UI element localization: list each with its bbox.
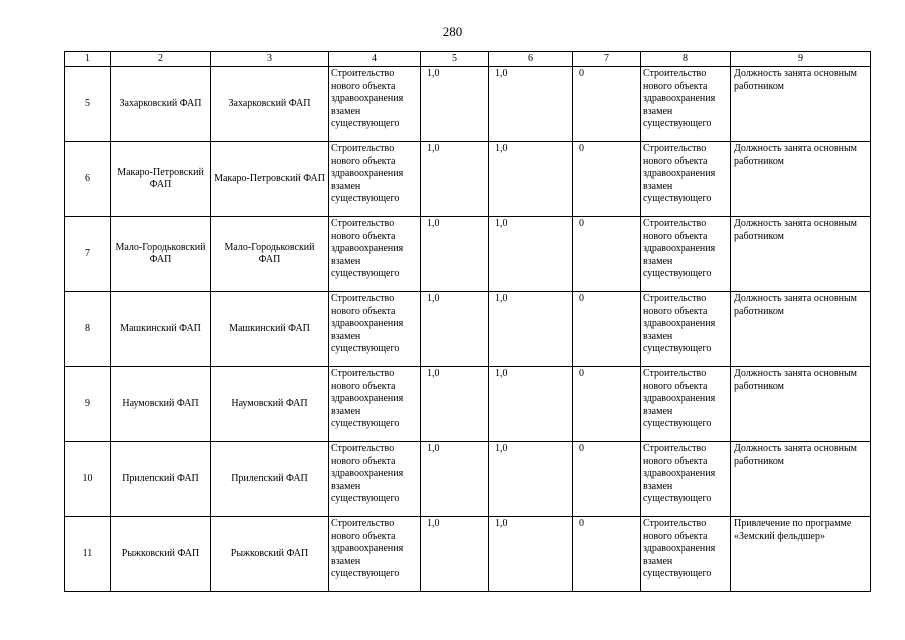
column-header: 9 [731, 52, 871, 67]
table-row [65, 442, 871, 517]
value-col6-cell: 1,0 [489, 292, 573, 367]
plan-cell: Строительство нового объекта здравоохранения взамен существующего [641, 442, 731, 517]
value-col7-cell: 0 [573, 517, 641, 592]
action-cell: Строительство нового объекта здравоохранения взамен существующего [329, 367, 421, 442]
row-number-cell: 5 [65, 67, 111, 142]
value-col7-cell: 0 [573, 142, 641, 217]
fap-name-cell: Рыжковский ФАП [111, 517, 211, 592]
column-header: 7 [573, 52, 641, 67]
facility-cell: Захарковский ФАП [211, 67, 329, 142]
row-number-cell: 10 [65, 442, 111, 517]
value-col5-cell: 1,0 [421, 217, 489, 292]
staffing-cell: Должность занята основным работником [731, 67, 871, 142]
fap-name-cell: Макаро-Петровский ФАП [111, 142, 211, 217]
table-body [65, 52, 871, 592]
table-row [65, 67, 871, 142]
table-row [65, 142, 871, 217]
plan-cell: Строительство нового объекта здравоохранения взамен существующего [641, 367, 731, 442]
action-cell: Строительство нового объекта здравоохранения взамен существующего [329, 67, 421, 142]
staffing-cell: Должность занята основным работником [731, 442, 871, 517]
facility-cell: Машкинский ФАП [211, 292, 329, 367]
facility-cell: Рыжковский ФАП [211, 517, 329, 592]
row-number-cell: 11 [65, 517, 111, 592]
action-cell: Строительство нового объекта здравоохранения взамен существующего [329, 442, 421, 517]
facility-cell: Прилепский ФАП [211, 442, 329, 517]
column-header: 8 [641, 52, 731, 67]
value-col7-cell: 0 [573, 367, 641, 442]
staffing-cell: Должность занята основным работником [731, 292, 871, 367]
value-col7-cell: 0 [573, 67, 641, 142]
column-header: 3 [211, 52, 329, 67]
value-col5-cell: 1,0 [421, 442, 489, 517]
value-col6-cell: 1,0 [489, 367, 573, 442]
column-header: 6 [489, 52, 573, 67]
value-col5-cell: 1,0 [421, 67, 489, 142]
action-cell: Строительство нового объекта здравоохранения взамен существующего [329, 292, 421, 367]
action-cell: Строительство нового объекта здравоохранения взамен существующего [329, 217, 421, 292]
staffing-cell: Должность занята основным работником [731, 142, 871, 217]
fap-name-cell: Прилепский ФАП [111, 442, 211, 517]
action-cell: Строительство нового объекта здравоохранения взамен существующего [329, 142, 421, 217]
facility-cell: Макаро-Петровский ФАП [211, 142, 329, 217]
fap-name-cell: Наумовский ФАП [111, 367, 211, 442]
facility-cell: Наумовский ФАП [211, 367, 329, 442]
row-number-cell: 7 [65, 217, 111, 292]
page-number: 280 [442, 24, 463, 39]
column-header: 2 [111, 52, 211, 67]
plan-cell: Строительство нового объекта здравоохранения взамен существующего [641, 142, 731, 217]
value-col6-cell: 1,0 [489, 142, 573, 217]
table-row [65, 292, 871, 367]
value-col5-cell: 1,0 [421, 367, 489, 442]
column-header: 5 [421, 52, 489, 67]
table-row [65, 217, 871, 292]
fap-name-cell: Захарковский ФАП [111, 67, 211, 142]
plan-cell: Строительство нового объекта здравоохранения взамен существующего [641, 217, 731, 292]
facility-cell: Мало-Городьковский ФАП [211, 217, 329, 292]
value-col6-cell: 1,0 [489, 67, 573, 142]
header-row [65, 52, 871, 67]
row-number-cell: 6 [65, 142, 111, 217]
column-header: 1 [65, 52, 111, 67]
staffing-cell: Привлечение по программе «Земский фельдшер» [731, 517, 871, 592]
fap-name-cell: Машкинский ФАП [111, 292, 211, 367]
row-number-cell: 9 [65, 367, 111, 442]
data-table [64, 51, 871, 592]
value-col6-cell: 1,0 [489, 442, 573, 517]
table-row [65, 517, 871, 592]
value-col5-cell: 1,0 [421, 292, 489, 367]
staffing-cell: Должность занята основным работником [731, 217, 871, 292]
fap-name-cell: Мало-Городьковский ФАП [111, 217, 211, 292]
value-col6-cell: 1,0 [489, 517, 573, 592]
value-col5-cell: 1,0 [421, 517, 489, 592]
value-col6-cell: 1,0 [489, 217, 573, 292]
row-number-cell: 8 [65, 292, 111, 367]
plan-cell: Строительство нового объекта здравоохранения взамен существующего [641, 517, 731, 592]
column-header: 4 [329, 52, 421, 67]
value-col7-cell: 0 [573, 292, 641, 367]
staffing-cell: Должность занята основным работником [731, 367, 871, 442]
plan-cell: Строительство нового объекта здравоохранения взамен существующего [641, 292, 731, 367]
plan-cell: Строительство нового объекта здравоохранения взамен существующего [641, 67, 731, 142]
value-col5-cell: 1,0 [421, 142, 489, 217]
value-col7-cell: 0 [573, 442, 641, 517]
value-col7-cell: 0 [573, 217, 641, 292]
action-cell: Строительство нового объекта здравоохранения взамен существующего [329, 517, 421, 592]
table-row [65, 367, 871, 442]
